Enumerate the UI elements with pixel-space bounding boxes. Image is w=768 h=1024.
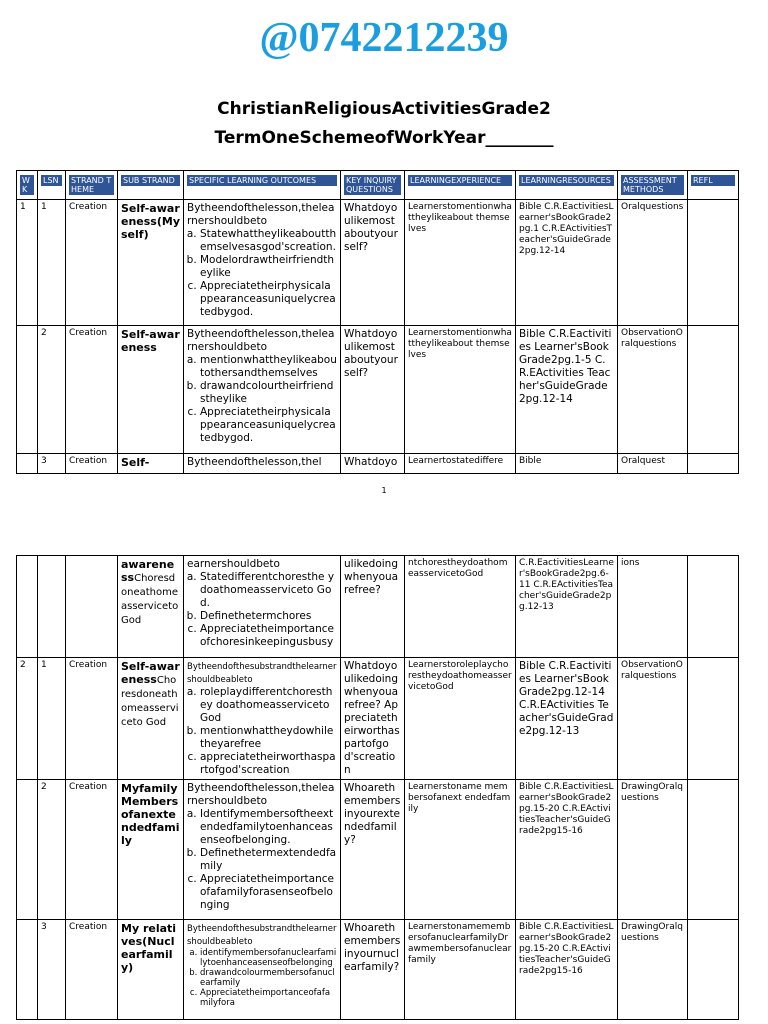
outcome-item: c. Appreciatetheirphysicalappearanceasuniquelycreatedbygod.	[200, 406, 337, 445]
cell-resources: Bible	[516, 454, 618, 474]
cell-strand	[66, 556, 118, 658]
outcome-item: c. Appreciatetheimportanceofafamilyfora	[200, 988, 337, 1008]
col-header-wk: WK	[20, 175, 34, 195]
cell-key-question: Whoarethemembersinyourextendedfamily?	[341, 780, 405, 920]
sub-strand-title: Self-	[121, 456, 150, 469]
cell-week	[17, 556, 38, 658]
cell-experience: Learnerstoname membersofanext endedfamily	[405, 780, 516, 920]
cell-outcomes	[184, 780, 341, 920]
cell-resources: C.R.EactivitiesLearner'sBookGrade2pg.6-11 C.R.EActivitiesTeacher'sGuideGrade2pg.12-13	[516, 556, 618, 658]
col-header-assessment: ASSESSMENTMETHODS	[621, 175, 684, 195]
cell-resources: Bible C.R.EactivitiesLearner'sBookGrade2 pg.1 C.R.EActivitiesTeacher'sGuideGrade2pg.12-14	[516, 200, 618, 326]
cell-lesson: 2	[38, 326, 66, 454]
cell-assessment: Oralquestions	[618, 200, 688, 326]
table-header-row	[17, 171, 739, 200]
sub-strand-title: Self-awareness	[121, 328, 180, 354]
outcome-item: a. roleplaydifferentchoresthey doathomeasservicetoGod	[200, 686, 337, 725]
cell-strand: Creation	[66, 326, 118, 454]
cell-resources: Bible C.R.Eactivities Learner'sBook Grade2pg.1-5 C.R.EActivities Teacher'sGuideGrade2pg.12-14	[516, 326, 618, 454]
table-row	[17, 556, 739, 658]
table-row	[17, 200, 739, 326]
cell-reflection	[688, 326, 739, 454]
cell-assessment: Oralquest	[618, 454, 688, 474]
outcome-item: b. Definethetermchores	[200, 610, 337, 623]
cell-week	[17, 920, 38, 1020]
cell-key-question: Whoarethemembersinyournuclearfamily?	[341, 920, 405, 1020]
cell-key-question: Whatdoyoulikedoingwhenyouarefree? Appreciatetheirworthaspartofgod'screation	[341, 658, 405, 780]
cell-sub-strand	[118, 326, 184, 454]
col-header-questions: KEY INQUIRY QUESTIONS	[344, 175, 401, 195]
outcome-item: c. appreciatetheirworthaspartofgod'screation	[200, 751, 337, 777]
outcomes-list	[187, 228, 337, 319]
col-header-sub-strand: SUB STRAND	[121, 175, 180, 186]
cell-resources: Bible C.R.EactivitiesLearner'sBookGrade2pg.15-20 C.R.EActivitiesTeacher'sGuideGrade2pg15-16	[516, 780, 618, 920]
outcomes-intro: Bytheendofthesubstrandthelearnershouldbeableto	[187, 924, 337, 947]
col-header-resources: LEARNINGRESOURCES	[519, 175, 614, 186]
cell-assessment: DrawingOralquestions	[618, 780, 688, 920]
cell-key-question: ulikedoingwhenyouarefree?	[341, 556, 405, 658]
outcome-item: c. Appreciatetheimportanceofafamilyforasenseofbelonging	[200, 873, 337, 912]
cell-reflection	[688, 780, 739, 920]
cell-lesson: 3	[38, 454, 66, 474]
outcome-item: a. mentionwhattheylikeaboutothersandthemselves	[200, 354, 337, 380]
sub-strand-title: awareness	[121, 558, 175, 584]
cell-outcomes	[184, 556, 341, 658]
cell-week	[17, 454, 38, 474]
cell-outcomes	[184, 200, 341, 326]
cell-strand: Creation	[66, 780, 118, 920]
sub-strand-title: Self-awareness(Myself)	[121, 202, 180, 241]
cell-strand: Creation	[66, 454, 118, 474]
outcomes-list	[187, 948, 337, 1008]
cell-week	[17, 780, 38, 920]
cell-sub-strand	[118, 454, 184, 474]
cell-reflection	[688, 920, 739, 1020]
cell-reflection	[688, 556, 739, 658]
outcomes-list	[187, 354, 337, 445]
cell-outcomes	[184, 326, 341, 454]
outcome-item: c. Appreciatetheimportanceofchoresinkeepingusbusy	[200, 623, 337, 649]
outcome-item: a. Statedifferentchoresthe ydoathomeasserviceto God.	[200, 571, 337, 610]
cell-strand: Creation	[66, 658, 118, 780]
outcome-item: b. Definethetermextendedfamily	[200, 847, 337, 873]
outcome-item: b. Modelordrawtheirfriendtheylike	[200, 254, 337, 280]
outcome-item: c. Appreciatetheirphysicalappearanceasuniquelycreatedbygod.	[200, 280, 337, 319]
outcome-item: a. Identifymembersoftheextendedfamilytoenhanceasenseofbelonging.	[200, 808, 337, 847]
table-row	[17, 780, 739, 920]
table-row	[17, 454, 739, 474]
outcomes-list	[187, 808, 337, 912]
scheme-table-page2	[16, 555, 739, 1020]
cell-strand: Creation	[66, 920, 118, 1020]
cell-assessment: ObservationOralquestions	[618, 658, 688, 780]
cell-assessment: DrawingOralquestions	[618, 920, 688, 1020]
cell-assessment: ObservationOralquestions	[618, 326, 688, 454]
outcome-item: b. drawandcolourmembersofanuclearfamily	[200, 968, 337, 988]
cell-week: 1	[17, 200, 38, 326]
cell-experience: LearnerstoroleplaychorestheydoathomeasservicetoGod	[405, 658, 516, 780]
cell-lesson: 1	[38, 658, 66, 780]
outcome-item: b. drawandcolourtheirfriendstheylike	[200, 380, 337, 406]
outcome-item: b. mentionwhattheydowhiletheyarefree	[200, 725, 337, 751]
document-subtitle: TermOneSchemeofWorkYear________	[214, 128, 554, 148]
outcome-item: a. identifymembersofanuclearfamilytoenhanceasenseofbelonging	[200, 948, 337, 968]
cell-reflection	[688, 658, 739, 780]
cell-experience: Learnerstomentionwhattheylikeabout themselves	[405, 200, 516, 326]
outcomes-intro: Bytheendofthelesson,thel	[187, 456, 322, 468]
cell-week	[17, 326, 38, 454]
cell-outcomes	[184, 454, 341, 474]
cell-reflection	[688, 454, 739, 474]
sub-strand-title: My relatives(Nuclearfamily)	[121, 922, 177, 974]
cell-strand: Creation	[66, 200, 118, 326]
cell-sub-strand	[118, 920, 184, 1020]
cell-key-question: Whatdoyoulikemostaboutyourself?	[341, 200, 405, 326]
table-row	[17, 658, 739, 780]
outcomes-list	[187, 686, 337, 777]
sub-strand-detail: Choresdoneathomeasserviceto God	[121, 675, 179, 728]
cell-sub-strand	[118, 780, 184, 920]
cell-resources: Bible C.R.Eactivities Learner'sBook Grade2pg.12-14 C.R.EActivities Teacher'sGuideGrade2pg.12-13	[516, 658, 618, 780]
sub-strand-title: MyfamilyMembersofanextendedfamily	[121, 782, 180, 847]
col-header-reflection: REFL	[691, 175, 735, 186]
cell-resources: Bible C.R.EactivitiesLearner'sBookGrade2pg.15-20 C.R.EActivitiesTeacher'sGuideGrade2pg15-16	[516, 920, 618, 1020]
cell-lesson: 2	[38, 780, 66, 920]
cell-experience: Learnertostatediffere	[405, 454, 516, 474]
cell-sub-strand	[118, 200, 184, 326]
outcome-item: a. Statewhattheylikeaboutthemselvesasgod'screation.	[200, 228, 337, 254]
cell-assessment: ions	[618, 556, 688, 658]
outcomes-intro: Bytheendofthesubstrandthelearnershouldbeableto	[187, 662, 337, 685]
sub-strand-title: Self-awareness	[121, 660, 180, 686]
cell-reflection	[688, 200, 739, 326]
outcomes-list	[187, 571, 337, 649]
cell-key-question: Whatdoyo	[341, 454, 405, 474]
cell-week: 2	[17, 658, 38, 780]
cell-lesson: 1	[38, 200, 66, 326]
outcomes-intro: earnershouldbeto	[187, 558, 280, 570]
table-row	[17, 326, 739, 454]
cell-sub-strand	[118, 556, 184, 658]
scheme-table-page1	[16, 170, 739, 474]
cell-experience: Learnerstomentionwhattheylikeabout themselves	[405, 326, 516, 454]
col-header-experience: LEARNINGEXPERIENCE	[408, 175, 512, 186]
sub-strand-detail: Choresdoneathomeasserviceto God	[121, 573, 179, 626]
cell-experience: LearnerstonamemembersofanuclearfamilyDrawmembersofanuclearfamily	[405, 920, 516, 1020]
cell-outcomes	[184, 920, 341, 1020]
phone-number-banner: @0742212239	[259, 15, 509, 61]
outcomes-intro: Bytheendofthelesson,thelearnershouldbeto	[187, 202, 335, 227]
outcomes-intro: Bytheendofthelesson,thelearnershouldbeto	[187, 328, 335, 353]
document-title: ChristianReligiousActivitiesGrade2	[217, 99, 551, 119]
cell-experience: ntchorestheydoathomeasservicetoGod	[405, 556, 516, 658]
cell-lesson	[38, 556, 66, 658]
col-header-outcomes: SPECIFIC LEARNING OUTCOMES	[187, 175, 337, 186]
cell-outcomes	[184, 658, 341, 780]
cell-lesson: 3	[38, 920, 66, 1020]
cell-sub-strand	[118, 658, 184, 780]
table-row	[17, 920, 739, 1020]
page-number: 1	[381, 486, 387, 495]
outcomes-intro: Bytheendofthelesson,thelearnershouldbeto	[187, 782, 335, 807]
cell-key-question: Whatdoyoulikemostaboutyourself?	[341, 326, 405, 454]
col-header-lsn: LSN	[41, 175, 62, 186]
col-header-strand: STRAND THEME	[69, 175, 114, 195]
